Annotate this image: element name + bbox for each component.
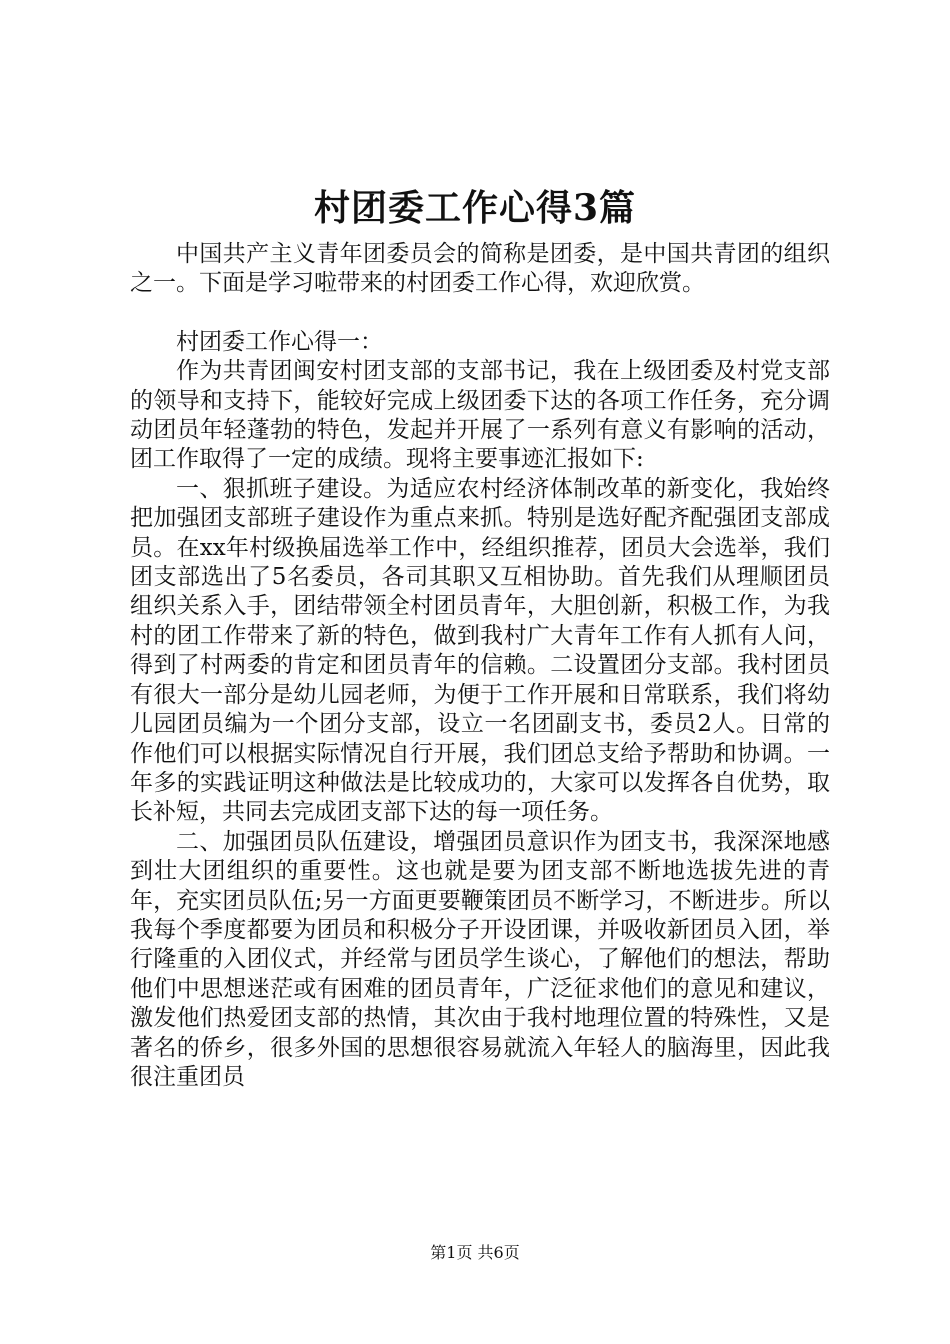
body-paragraph: 二、加强团员队伍建设，增强团员意识作为团支书，我深深地感到壮大团组织的重要性。这也就是要为团支部不断地选拔先进的青年，充实团员队伍;另一方面更要鞭策团员不断学习，不断进步。所以我每个季度都要为团员和积极分子开设团课，并吸收新团员入团，举行隆重的入团仪式，并经常与团员学生谈心，了解他们的想法，帮助他们中思想迷茫或有困难的团员青年，广泛征求他们的意见和建议，激发他们热爱团支部的热情，其次由于我村地理位置的特殊性，又是著名的侨乡，很多外国的思想很容易就流入年轻人的脑海里，因此我很注重团员 [130, 828, 830, 1090]
page-number-footer: 第1页 共6页 [430, 1243, 520, 1262]
intro-paragraph: 中国共产主义青年团委员会的简称是团委，是中国共青团的组织之一。下面是学习啦带来的村团委工作心得，欢迎欣赏。 [130, 241, 830, 297]
document-title: 村团委工作心得3篇 [313, 187, 637, 229]
body-paragraph: 作为共青团闽安村团支部的支部书记，我在上级团委及村党支部的领导和支持下，能较好完成上级团委下达的各项工作任务，充分调动团员年轻蓬勃的特色，发起并开展了一系列有意义有影响的活动，团工作取得了一定的成绩。现将主要事迹汇报如下: [130, 358, 830, 473]
document-body [130, 240, 830, 1092]
section-heading: 村团委工作心得一： [176, 328, 383, 355]
body-paragraph: 一、狠抓班子建设。为适应农村经济体制改革的新变化，我始终把加强团支部班子建设作为重点来抓。特别是选好配齐配强团支部成员。在xx年村级换届选举工作中，经组织推荐，团员大会选举，我们团支部选出了5名委员，各司其职又互相协助。首先我们从理顺团员组织关系入手，团结带领全村团员青年，大胆创新，积极工作，为我村的团工作带来了新的特色，做到我村广大青年工作有人抓有人问，得到了村两委的肯定和团员青年的信赖。二设置团分支部。我村团员有很大一部分是幼儿园老师，为便于工作开展和日常联系，我们将幼儿园团员编为一个团分支部，设立一名团副支书，委员2人。日常的作他们可以根据实际情况自行开展，我们团总支给予帮助和协调。一年多的实践证明这种做法是比较成功的，大家可以发挥各自优势，取长补短，共同去完成团支部下达的每一项任务。 [130, 475, 830, 826]
